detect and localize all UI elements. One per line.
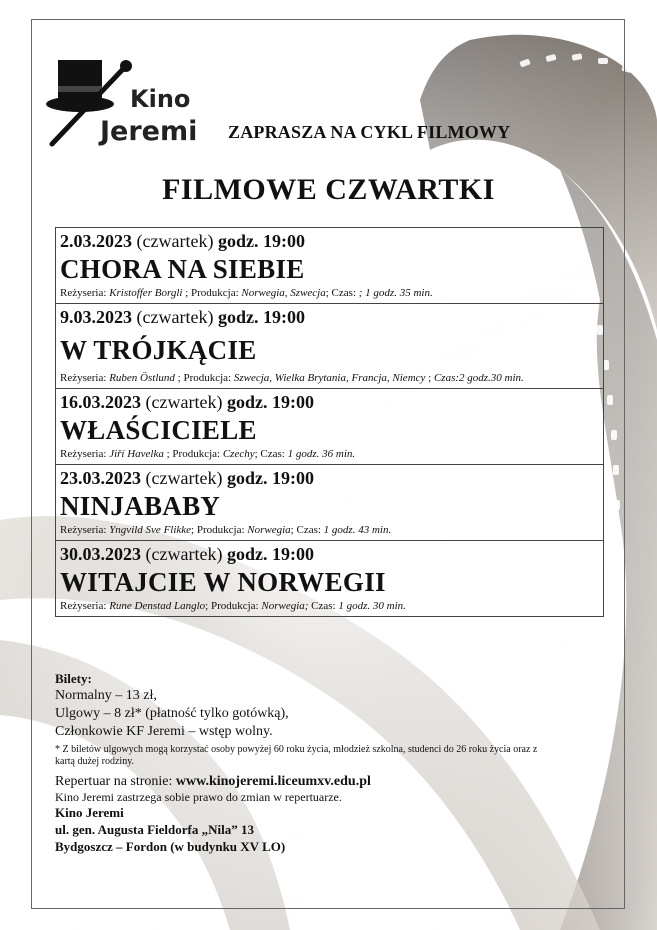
director-label: Reżyseria:	[60, 448, 110, 460]
production-label: ; Produkcja:	[174, 372, 234, 384]
screening-date-line	[60, 467, 599, 489]
duration: ; 1 godz. 35 min.	[358, 287, 433, 299]
screening-time: godz. 19:00	[226, 468, 314, 488]
duration-label: ; Czas:	[290, 524, 324, 536]
screening-schedule	[55, 227, 604, 617]
production: Czechy	[222, 448, 255, 460]
screening-time: godz. 19:00	[217, 231, 305, 251]
screening-card	[55, 389, 604, 465]
ticket-reduced: Ulgowy – 8 zł* (płatność tylko gotówką),	[55, 706, 289, 721]
reduced-ticket-note: * Z biletów ulgowych mogą korzystać osoby powyżej 60 roku życia, młodzież szkolna, studenci do 26 roku życia oraz z kartą dużej rodziny.	[55, 744, 538, 767]
screening-date-line	[60, 230, 599, 252]
repertoire-url: www.kinojeremi.liceumxv.edu.pl	[175, 774, 371, 789]
film-title: W TRÓJKĄCIE	[60, 335, 257, 365]
director: Kristoffer Borgli	[109, 287, 183, 299]
duration: Czas:2 godz.30 min.	[433, 372, 524, 384]
ticket-info	[55, 670, 605, 855]
film-details	[60, 600, 599, 613]
production-label: ; Produkcja:	[205, 600, 262, 612]
venue-city: Bydgoszcz – Fordon (w budynku XV LO)	[55, 839, 286, 854]
screening-time: godz. 19:00	[226, 392, 314, 412]
production-label: ; Produkcja:	[182, 287, 242, 299]
film-title: NINJABABY	[60, 491, 221, 521]
screening-card	[55, 541, 604, 617]
film-title: CHORA NA SIEBIE	[60, 254, 305, 284]
screening-weekday: (czwartek)	[132, 307, 218, 327]
duration-label: ;	[425, 372, 434, 384]
duration-label: Czas:	[308, 600, 339, 612]
ticket-normal: Normalny – 13 zł,	[55, 688, 157, 703]
screening-date: 2.03.2023	[60, 231, 132, 251]
screening-time: godz. 19:00	[226, 544, 314, 564]
duration-label: ; Czas:	[254, 448, 288, 460]
repertoire-label: Repertuar na stronie:	[55, 774, 176, 789]
screening-weekday: (czwartek)	[141, 544, 227, 564]
duration: 1 godz. 43 min.	[323, 524, 392, 536]
film-details	[60, 448, 599, 461]
screening-date: 16.03.2023	[60, 392, 141, 412]
production: Norwegia;	[261, 600, 309, 612]
director-label: Reżyseria:	[60, 524, 110, 536]
screening-card	[55, 465, 604, 541]
venue-street: ul. gen. Augusta Fieldorfa „Nila” 13	[55, 822, 254, 837]
production-label: ; Produkcja:	[191, 524, 248, 536]
screening-weekday: (czwartek)	[141, 468, 227, 488]
production: Norwegia, Szwecja	[241, 287, 326, 299]
production-label: ; Produkcja:	[163, 448, 223, 460]
screening-date: 9.03.2023	[60, 307, 132, 327]
screening-card	[55, 304, 604, 389]
screening-weekday: (czwartek)	[132, 231, 218, 251]
duration: 1 godz. 30 min.	[338, 600, 406, 612]
production: Norwegia	[247, 524, 291, 536]
tagline: ZAPRASZA NA CYKL FILMOWY	[228, 122, 511, 142]
director: Yngvild Sve Flikke	[109, 524, 192, 536]
repertoire-line	[55, 773, 605, 790]
logo-jeremi-text: Jeremi	[100, 116, 198, 147]
director: Jiří Havelka	[109, 448, 164, 460]
logo-kino-text: Kino	[130, 85, 191, 113]
screening-weekday: (czwartek)	[141, 392, 227, 412]
ticket-members: Członkowie KF Jeremi – wstęp wolny.	[55, 724, 273, 739]
screening-card	[55, 227, 604, 304]
rights-notice: Kino Jeremi zastrzega sobie prawo do zmian w repertuarze.	[55, 790, 342, 804]
director: Rune Denstad Langlo	[109, 600, 206, 612]
cycle-title: FILMOWE CZWARTKI	[162, 173, 495, 206]
director-label: Reżyseria:	[60, 287, 110, 299]
screening-date-line	[60, 543, 599, 565]
duration: 1 godz. 36 min.	[287, 448, 356, 460]
screening-date: 23.03.2023	[60, 468, 141, 488]
film-details	[60, 287, 599, 300]
film-details	[60, 372, 599, 385]
venue-name: Kino Jeremi	[55, 805, 124, 820]
film-title: WITAJCIE W NORWEGII	[60, 567, 386, 597]
kino-jeremi-logo	[42, 50, 212, 160]
director-label: Reżyseria:	[60, 372, 110, 384]
film-title: WŁAŚCICIELE	[60, 415, 257, 445]
screening-date-line	[60, 306, 599, 328]
director: Ruben Östlund	[109, 372, 175, 384]
screening-time: godz. 19:00	[217, 307, 305, 327]
duration-label: ; Czas:	[325, 287, 359, 299]
screening-date-line	[60, 391, 599, 413]
screening-date: 30.03.2023	[60, 544, 141, 564]
film-details	[60, 524, 599, 537]
director-label: Reżyseria:	[60, 600, 110, 612]
tickets-heading: Bilety:	[55, 671, 92, 686]
production: Szwecja, Wielka Brytania, Francja, Niemcy	[233, 372, 426, 384]
